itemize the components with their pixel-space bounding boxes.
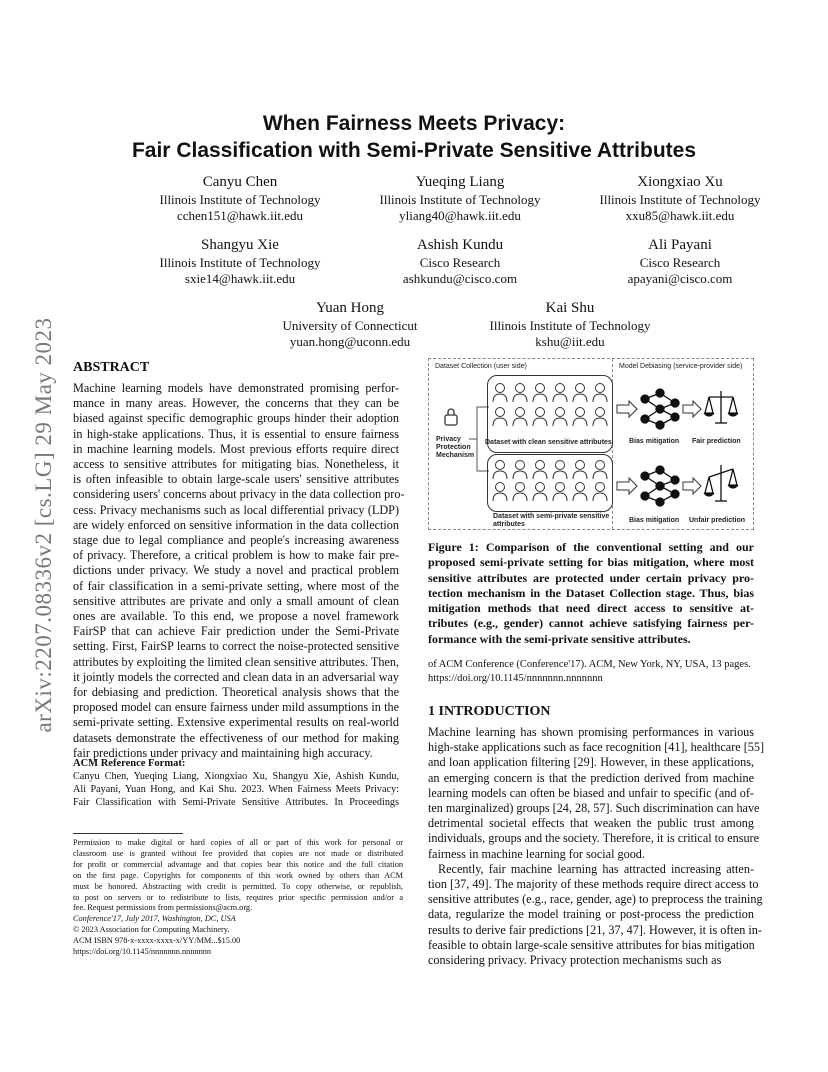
person-icon	[513, 461, 527, 480]
text-line: biased against specific demographic groups hinder their adoption	[73, 411, 399, 426]
unbalanced-scale-icon	[704, 465, 738, 501]
semi-dataset-label-2: attributes	[493, 521, 525, 528]
figure-caption	[428, 540, 754, 647]
text-line: FairSP that can achieve Fair prediction under the Semi-Private	[73, 624, 399, 639]
bias-mitigation-label-bottom: Bias mitigation	[629, 517, 680, 524]
text-line: for profit or commercial advantage and that copies bear this notice and the full citation	[73, 859, 403, 869]
author-email[interactable]: apayani@cisco.com	[627, 271, 733, 286]
text-line: must be honored. Abstracting with credit is permitted. To copy otherwise, or republish,	[73, 881, 403, 891]
text-line: fairness in machine learning for social good.	[428, 846, 645, 861]
author-affiliation: Illinois Institute of Technology	[159, 255, 321, 270]
text-line: Permission to make digital or hard copies of all or part of this work for personal or	[73, 838, 403, 847]
author-name: Canyu Chen	[202, 174, 278, 190]
panel-right-label: Model Debiasing (service-provider side)	[619, 363, 743, 370]
text-line: tection mechanism in the Dataset Collection stage. Thus, bias	[428, 585, 754, 600]
acm-ref-continuation	[428, 658, 758, 685]
text-line: https://doi.org/10.1145/nnnnnnn.nnnnnnn	[73, 947, 212, 957]
author-email[interactable]: xxu85@hawk.iit.edu	[625, 208, 735, 223]
people-icons-semi	[488, 455, 612, 505]
introduction-body	[428, 725, 765, 968]
text-line: of fair classification in a semi-private setting, where most of the	[73, 578, 399, 593]
person-icon	[533, 384, 547, 403]
author-name: Shangyu Xie	[201, 237, 279, 253]
author-email[interactable]: ashkundu@cisco.com	[402, 271, 518, 286]
text-line: for debiasing and prediction. Theoretical analysis shows that the	[73, 685, 399, 700]
person-icon	[593, 483, 607, 502]
semi-dataset-label-1: Dataset with semi-private sensitive	[493, 513, 610, 520]
abstract-heading: ABSTRACT	[73, 360, 150, 375]
permission-notice	[73, 838, 403, 958]
text-line: ten marginalized) groups [24, 28, 57]. Such discrimination can have	[428, 801, 760, 816]
text-line: sensitive attributes are protected under certain privacy pro-	[428, 570, 754, 585]
author-name: Xiongxiao Xu	[637, 174, 723, 190]
author-card	[120, 236, 360, 287]
author-affiliation: Illinois Institute of Technology	[379, 192, 541, 207]
text-line: © 2023 Association for Computing Machinery.	[73, 925, 230, 935]
person-icon	[553, 461, 567, 480]
text-line: feasible to obtain large-scale sensitive attributes for bias mitigation	[428, 937, 755, 952]
text-line: classroom use is granted without fee provided that copies are not made or distributed	[73, 848, 403, 858]
text-line: considering privacy. Privacy protection mechanisms such as	[428, 953, 722, 968]
text-line: formance with the semi-private sensitive attributes.	[428, 631, 691, 646]
text-line: ones are available. To this end, we propose a novel framework	[73, 609, 399, 624]
footnote-rule	[73, 833, 183, 834]
text-line: dictions under privacy. We study a novel and practical problem	[73, 563, 399, 578]
text-line: is often infeasible to obtain large-scale users' sensitive attributes	[73, 472, 399, 487]
text-line: sensitive attributes (e.g., race, gender, age) to preprocess the training	[428, 892, 763, 907]
arxiv-identifier	[24, 280, 64, 770]
text-line: attributes by exploiting the limited clean sensitive attributes. Then,	[73, 654, 399, 669]
author-affiliation: Cisco Research	[419, 255, 501, 270]
text-line: Machine learning models have demonstrated promising perfor-	[73, 381, 399, 395]
person-icon	[553, 384, 567, 403]
person-icon	[493, 408, 507, 427]
arrow-right-icon	[683, 401, 701, 417]
lock-icon	[443, 407, 459, 427]
text-line: Canyu Chen, Yueqing Liang, Xiongxiao Xu, Shangyu Xie, Ashish Kundu,	[73, 771, 399, 782]
text-line: https://doi.org/10.1145/nnnnnnn.nnnnnnn	[428, 672, 603, 684]
clean-dataset-label: Dataset with clean sensitive attributes	[485, 439, 612, 446]
people-icons-clean	[488, 376, 612, 436]
person-icon	[493, 483, 507, 502]
author-affiliation: Cisco Research	[639, 255, 721, 270]
person-icon	[533, 408, 547, 427]
neural-network-icon	[641, 466, 679, 506]
text-line: semi-private setting. Extensive experimental results on real-world	[73, 715, 399, 730]
person-icon	[573, 408, 587, 427]
author-card	[560, 173, 800, 224]
author-email[interactable]: yliang40@hawk.iit.edu	[399, 208, 521, 223]
text-line: access to sensitive attributes for mitigating bias. Nonetheless, it	[73, 457, 399, 472]
text-line: individuals, groups and the society. Therefore, it is critical to ensure	[428, 831, 760, 846]
text-line: high-stake applications such as face recognition [41], healthcare [55]	[428, 740, 765, 755]
author-email[interactable]: sxie14@hawk.iit.edu	[184, 271, 296, 286]
person-icon	[553, 483, 567, 502]
text-line: Recently, fair machine learning has attracted increasing atten-	[438, 861, 754, 876]
text-line: Machine learning has shown promising performances in various	[428, 725, 754, 739]
person-icon	[573, 461, 587, 480]
text-line: mance in many areas. However, the concerns that they can be	[73, 396, 399, 411]
person-icon	[593, 408, 607, 427]
semi-private-dataset-box	[487, 454, 613, 512]
person-icon	[533, 483, 547, 502]
author-card	[340, 173, 580, 224]
text-line: on the first page. Copyrights for components of this work owned by others than ACM	[73, 870, 403, 880]
person-icon	[513, 408, 527, 427]
author-card	[450, 299, 690, 350]
privacy-label-3: Mechanism	[436, 452, 475, 459]
text-line: data, regularize the model training or post-process the prediction	[428, 907, 754, 922]
text-line: Ali Payani, Yuan Hong, and Kai Shu. 2023. When Fairness Meets Privacy:	[73, 783, 399, 795]
author-card	[340, 236, 580, 287]
text-line: Fair Classification with Semi-Private Sensitive Attributes. In Proceedings	[73, 796, 399, 808]
arrow-right-icon	[617, 478, 637, 494]
paper-title-line1: When Fairness Meets Privacy:	[262, 112, 566, 135]
text-line: proposed model can ensure fairness under mild assumptions in the	[73, 700, 399, 715]
introduction-heading: 1 INTRODUCTION	[428, 704, 551, 719]
figure-1	[428, 358, 754, 530]
abstract-section	[73, 359, 405, 761]
text-line: an emerging concern is that the prediction derived from machine	[428, 770, 754, 785]
text-line: setting. First, FairSP learns to correct the noise-protected sensitive	[73, 639, 399, 654]
balanced-scale-icon	[704, 391, 738, 423]
neural-network-icon	[641, 389, 679, 429]
person-icon	[593, 461, 607, 480]
text-line: datasets demonstrate the effectiveness of our method for making	[73, 730, 399, 745]
text-line: sensitive attributes are private and only a small amount of clean	[73, 593, 399, 608]
text-line: in high-stake applications. Thus, it is essential to ensure fairness	[73, 426, 399, 441]
author-email[interactable]: kshu@iit.edu	[535, 334, 605, 349]
text-line: results to derive fair predictions [21, 37, 47]. However, it is often in-	[428, 922, 762, 937]
author-affiliation: Illinois Institute of Technology	[489, 318, 651, 333]
author-card	[120, 173, 360, 224]
text-line: tributes (e.g., gender) cannot achieve satisfying fairness per-	[428, 616, 754, 631]
author-card	[560, 236, 800, 287]
fair-prediction-label: Fair prediction	[692, 438, 741, 445]
text-line: cess. Privacy mechanisms such as local differential privacy (LDP)	[73, 502, 399, 517]
text-line: of privacy. Therefore, a critical problem is how to make fair pre-	[73, 548, 399, 563]
text-line: considering users' concerns about privacy in the data collection pro-	[73, 487, 405, 502]
person-icon	[493, 461, 507, 480]
text-line: fee. Request permissions from permissions@acm.org.	[73, 903, 253, 913]
text-line: stage due to legal compliance and people's increasing awareness	[73, 533, 399, 548]
text-line: Conference'17, July 2017, Washington, DC, USA	[73, 914, 236, 924]
text-line: are widely enforced on sensitive information in the data collection	[73, 517, 399, 532]
acm-ref-heading: ACM Reference Format:	[73, 758, 186, 769]
author-name: Yuan Hong	[316, 300, 384, 316]
abstract-body	[73, 381, 405, 761]
author-affiliation: Illinois Institute of Technology	[599, 192, 761, 207]
person-icon	[513, 483, 527, 502]
author-name: Ali Payani	[648, 237, 712, 253]
author-name: Ashish Kundu	[416, 237, 504, 253]
acm-reference	[73, 757, 399, 809]
person-icon	[493, 384, 507, 403]
text-line: Figure 1: Comparison of the conventional setting and our	[428, 540, 754, 554]
text-line: of ACM Conference (Conference'17). ACM, New York, NY, USA, 13 pages.	[428, 659, 751, 670]
text-line: proposed semi-private setting for bias mitigation, where most	[428, 555, 754, 570]
text-line: tion [37, 49]. The majority of these methods require direct access to	[428, 877, 759, 892]
author-affiliation: Illinois Institute of Technology	[159, 192, 321, 207]
arrow-right-icon	[617, 401, 637, 417]
person-icon	[513, 384, 527, 403]
text-line: detrimental societal effects that weaken the public trust among	[428, 816, 754, 831]
author-name: Kai Shu	[545, 300, 595, 316]
text-line: to post on servers or to redistribute to lists, requires prior specific permission and/or a	[73, 892, 403, 902]
panel-left-label: Dataset Collection (user side)	[435, 363, 527, 370]
person-icon	[573, 483, 587, 502]
author-affiliation: University of Connecticut	[282, 318, 418, 333]
introduction-section	[428, 703, 765, 968]
arrow-right-icon	[683, 478, 701, 494]
text-line: it jointly models the corrected and clean data in an adversarial way	[73, 669, 399, 684]
text-line: learning models can often be biased and unfair to specific (and of-	[428, 785, 754, 800]
text-line: ACM ISBN 978-x-xxxx-xxxx-x/YY/MM...$15.00	[73, 936, 241, 946]
person-icon	[533, 461, 547, 480]
text-line: fair predictions under privacy and maintaining high accuracy.	[73, 745, 373, 760]
person-icon	[573, 384, 587, 403]
person-icon	[593, 384, 607, 403]
arxiv-id-text: arXiv:2207.08336v2 [cs.LG] 29 May 2023	[31, 317, 56, 733]
author-name: Yueqing Liang	[415, 174, 505, 190]
acm-ref-body	[73, 771, 399, 809]
author-email[interactable]: yuan.hong@uconn.edu	[289, 334, 411, 349]
model-debiasing-graphic	[615, 379, 753, 524]
author-email[interactable]: cchen151@hawk.iit.edu	[176, 208, 304, 223]
text-line: in machine learning models. Most previous efforts require direct	[73, 441, 399, 456]
unfair-prediction-label: Unfair prediction	[689, 517, 746, 524]
text-line: mitigation methods that need direct access to sensitive at-	[428, 601, 754, 616]
person-icon	[553, 408, 567, 427]
text-line: and loan application filtering [29]. However, in these applications,	[428, 755, 754, 770]
privacy-label-1: Privacy	[436, 436, 461, 443]
privacy-label-2: Protection	[436, 444, 471, 451]
author-card	[230, 299, 470, 350]
bias-mitigation-label-top: Bias mitigation	[629, 438, 680, 445]
paper-title-line2: Fair Classification with Semi-Private Sensitive Attributes	[131, 139, 697, 162]
